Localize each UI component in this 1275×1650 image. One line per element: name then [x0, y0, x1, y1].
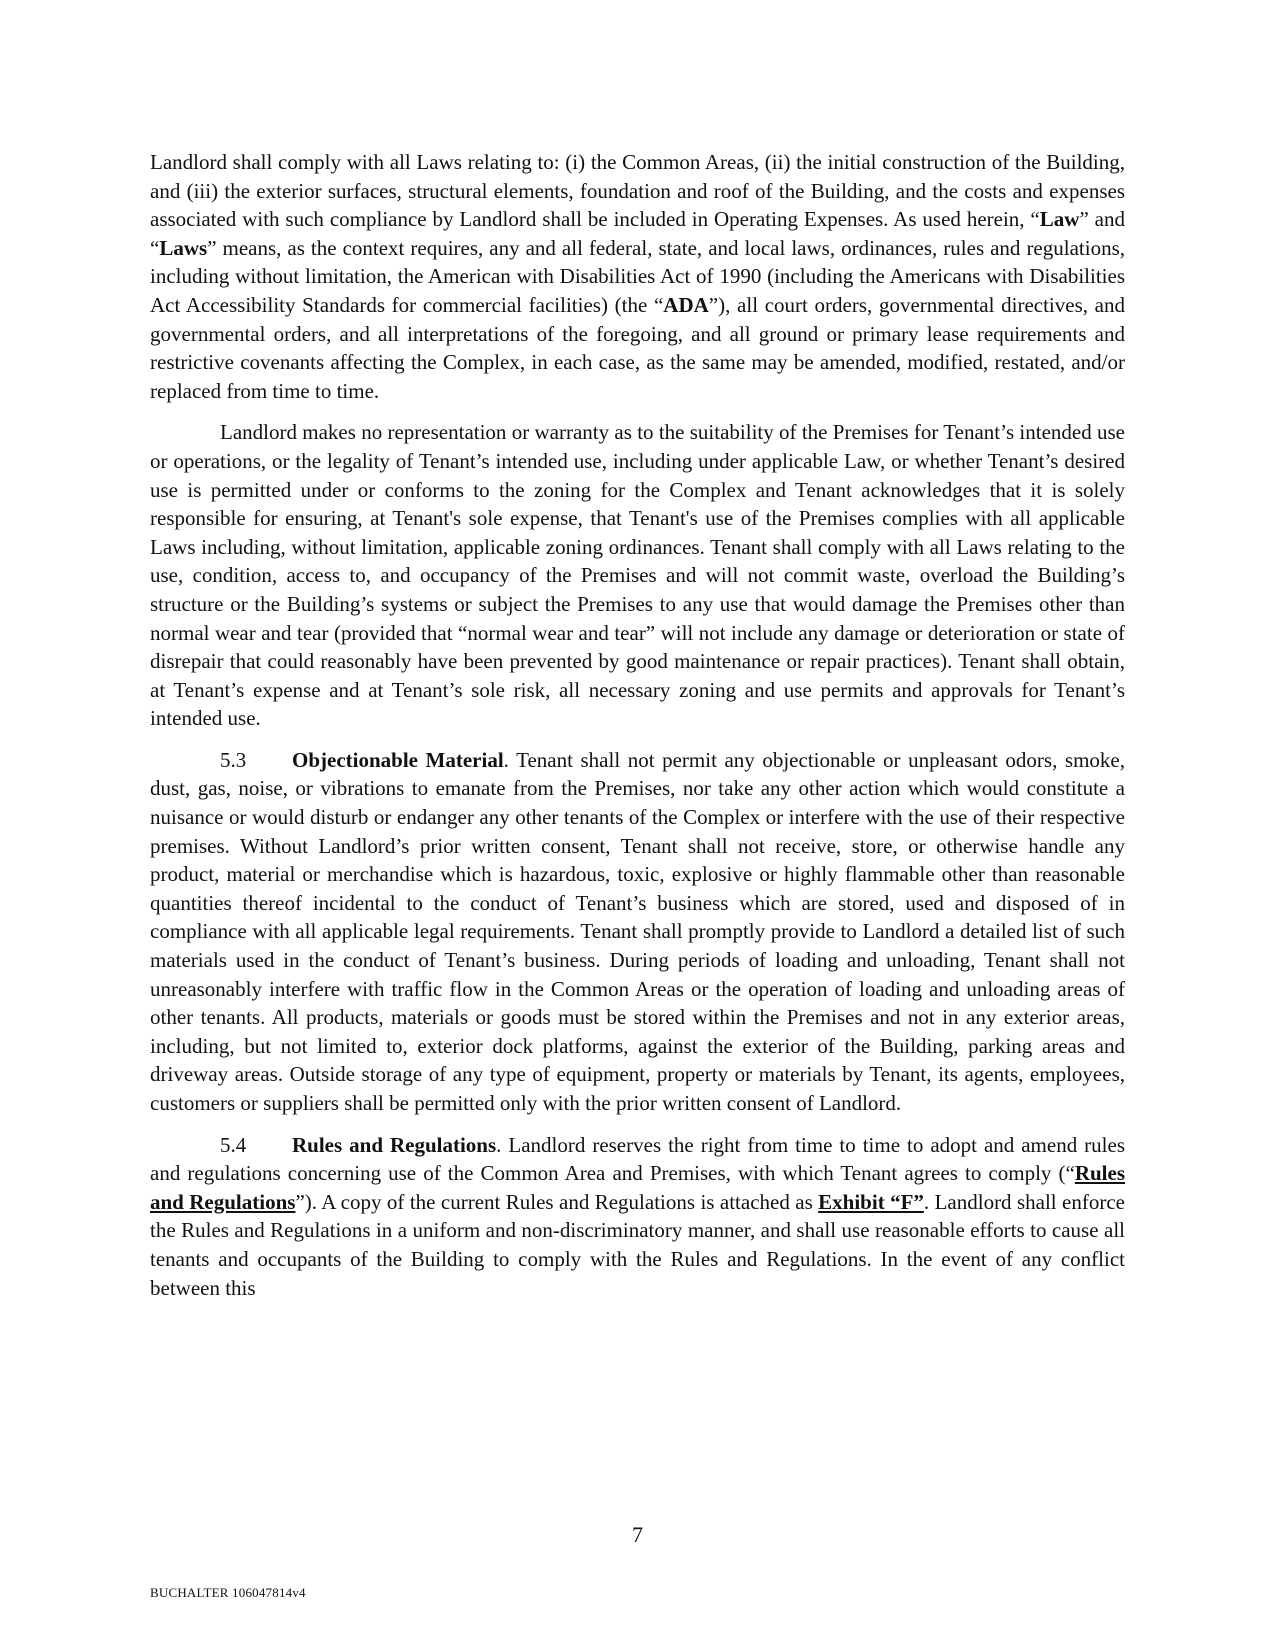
page-number: 7 [632, 1522, 643, 1547]
section-5-3-text: . Tenant shall not permit any objectionable or unpleasant odors, smoke, dust, gas, noise, or vibrations to emanate from the Premises, nor take any other action which would constitute a nuisance or would disturb or endanger any other tenants of the Complex or interfere with the use of their respective premises. Without Landlord’s prior written consent, Tenant shall not receive, store, or otherwise handle any product, material or merchandise which is hazardous, toxic, explosive or highly flammable other than reasonable quantities thereof incidental to the conduct of Tenant’s business which are stored, used and disposed of in compliance with all applicable legal requirements. Tenant shall promptly provide to Landlord a detailed list of such materials used in the conduct of Tenant’s business. During periods of loading and unloading, Tenant shall not unreasonably interfere with traffic flow in the Common Areas or the operation of loading and unloading areas of other tenants. All products, materials or goods must be stored within the Premises and not in any exterior areas, including, but not limited to, exterior dock platforms, against the exterior of the Building, parking areas and driveway areas. Outside storage of any type of equipment, property or materials by Tenant, its agents, employees, customers or suppliers shall be permitted only with the prior written consent of Landlord. [150, 747, 1125, 1115]
paragraph-no-representation: Landlord makes no representation or warranty as to the suitability of the Premises for Tenant’s intended use or operations, or the legality of Tenant’s intended use, including under applicable Law, or whether Tenant’s desired use is permitted under or conforms to the zoning for the Complex and Tenant acknowledges that it is solely responsible for ensuring, at Tenant's sole expense, that Tenant's use of the Premises complies with all applicable Laws including, without limitation, applicable zoning ordinances. Tenant shall comply with all Laws relating to the use, condition, access to, and occupancy of the Premises and will not commit waste, overload the Building’s structure or the Building’s systems or subject the Premises to any use that would damage the Premises other than normal wear and tear (provided that “normal wear and tear” will not include any damage or deterioration or state of disrepair that could reasonably have been prevented by good maintenance or repair practices). Tenant shall obtain, at Tenant’s expense and at Tenant’s sole risk, all necessary zoning and use permits and approvals for Tenant’s intended use. [150, 420, 1125, 731]
document-id-footer: BUCHALTER 106047814v4 [150, 1585, 306, 1600]
defined-term-law: Law [1039, 207, 1080, 232]
defined-term-laws: Laws [159, 235, 208, 260]
paragraph-landlord-compliance [150, 148, 1125, 405]
section-5-3-number: 5.3 [220, 747, 247, 772]
section-5-4-text3: . Landlord shall enforce the Rules and Regulations in a uniform and non-discriminatory manner, and shall use reasonable efforts to cause all tenants and occupants of the Building to comply with the Rules and Regulations. In the event of any conflict between this [150, 1189, 1125, 1300]
section-5-4 [150, 1131, 1125, 1303]
paragraph1-part3: ” means, as the context requires, any and all federal, state, and local laws, ordinances, rules and regulations, including without limitation, the American with Disabilities Act of 1990 (including the Americans with Disabilities Act Accessibility Standards for commercial facilities) (the “ [150, 235, 1125, 317]
section-5-3-heading: Objectionable Material [292, 747, 504, 772]
paragraph1-part1: Landlord shall comply with all Laws relating to: (i) the Common Areas, (ii) the initial construction of the Building, and (iii) the exterior surfaces, structural elements, foundation and roof of the Building, and the costs and expenses associated with such compliance by Landlord shall be included in Operating Expenses. As used herein, “ [150, 150, 1125, 232]
paragraph1-part4: ”), all court orders, governmental directives, and governmental orders, and all interpretations of the foregoing, and all ground or primary lease requirements and restrictive covenants affecting the Complex, in each case, as the same may be amended, modified, restated, and/or replaced from time to time. [150, 292, 1126, 403]
exhibit-f-reference: Exhibit “F” [818, 1189, 924, 1214]
defined-term-rules-and-regulations: Rules and Regulations [150, 1161, 1125, 1214]
document-body [150, 148, 1125, 1302]
section-5-4-heading: Rules and Regulations [292, 1132, 497, 1157]
defined-term-ada: ADA [663, 292, 709, 317]
section-5-3 [150, 746, 1125, 1118]
section-5-4-text2: ”). A copy of the current Rules and Regulations is attached as [295, 1189, 819, 1214]
paragraph1-part2: ” and “ [150, 207, 1125, 260]
section-5-4-text1: . Landlord reserves the right from time to time to adopt and amend rules and regulations concerning use of the Common Area and Premises, with which Tenant agrees to comply (“ [150, 1132, 1125, 1186]
section-5-4-number: 5.4 [220, 1132, 247, 1157]
